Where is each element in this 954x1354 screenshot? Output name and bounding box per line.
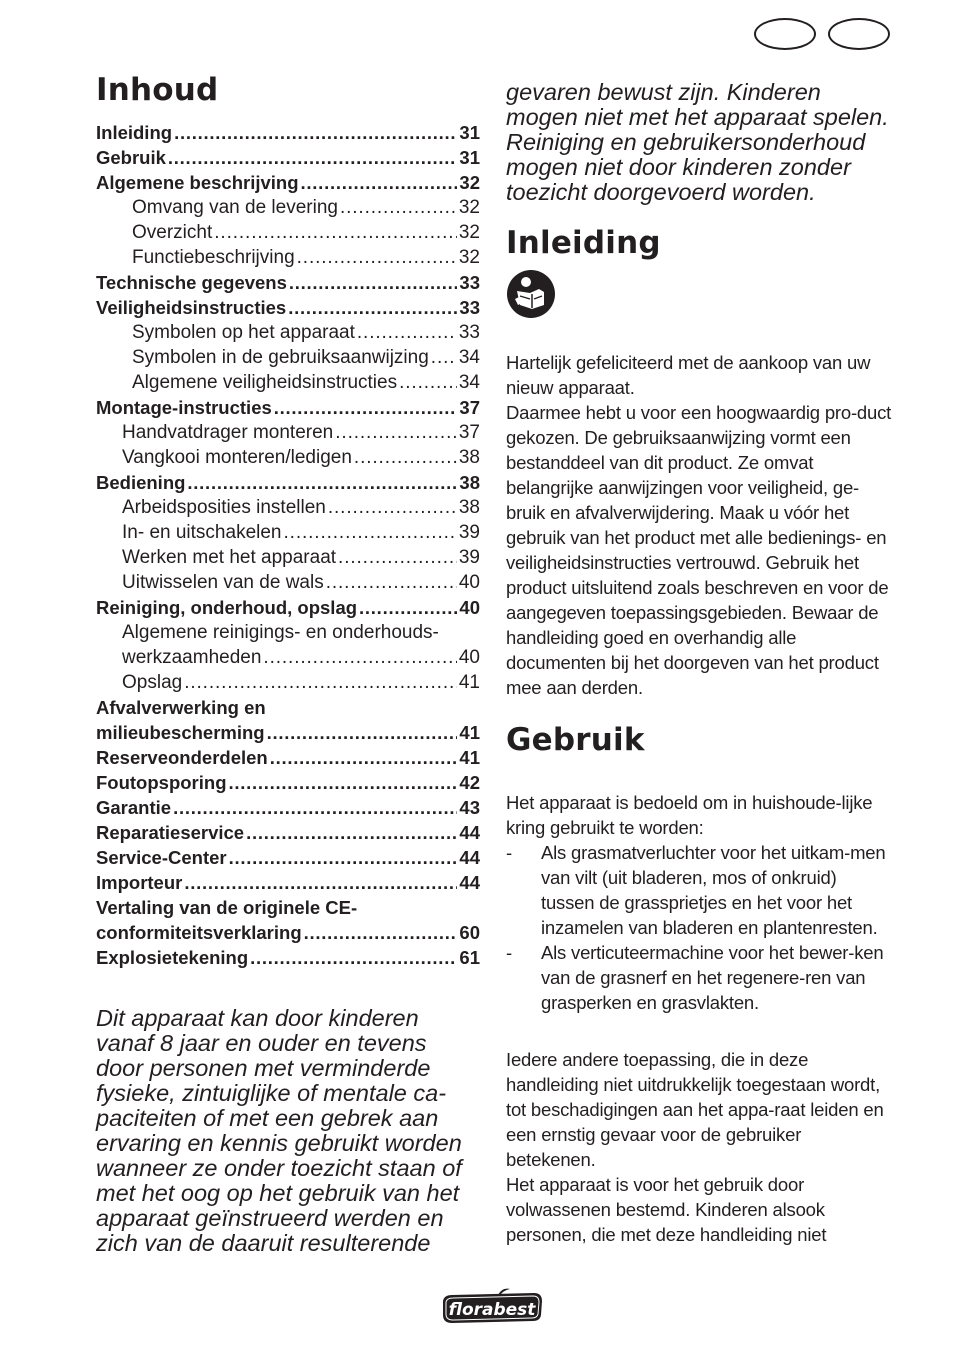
toc-entry-page: 39	[458, 547, 480, 568]
toc-entry-label: Overzicht	[132, 222, 213, 243]
toc-entry	[96, 620, 480, 645]
toc-entry-page: 32	[458, 247, 480, 268]
toc-entry-page: 39	[458, 522, 480, 543]
bullet-text: Als verticuteermachine voor het bewer-ken van de grasnerf en het regenere-ren van grasperken en grasvlakten.	[541, 942, 884, 1013]
read-manual-icon	[506, 269, 556, 319]
bullet-mark: -	[506, 842, 512, 863]
toc-entry-label: Reparatieservice	[96, 822, 245, 843]
toc-leader-dots	[250, 945, 457, 970]
toc-entry-label: Symbolen in de gebruiksaanwijzing	[132, 347, 429, 368]
toc-entry-page: 42	[459, 772, 480, 793]
toc-leader-dots	[328, 495, 457, 520]
toc-entry	[96, 170, 480, 195]
inleiding-paragraph-2: Daarmee hebt u voor een hoogwaardig pro-duct gekozen. De gebruiksaanwijzing vormt een bestanddeel van dit product. Ze omvat belangrijke aanwijzingen voor veiligheid, ge-bruik en afvalverwijdering. Maak u vóór het gebruik van het product met alle bedienings- en veiligheidsinstructies vertrouwd. Gebruik het product uitsluitend zoals beschreven en voor de aangegeven toepassingsgebieden. Bewaar de handleiding goed en overhandig alle documenten bij het doorgeven van het product mee aan derden.	[506, 402, 892, 698]
toc-leader-dots	[304, 920, 458, 945]
toc-entry	[96, 795, 480, 820]
bullet-mark: -	[506, 942, 512, 963]
toc-entry-page: 32	[458, 197, 480, 218]
toc-entry-page: 38	[458, 497, 480, 518]
table-of-contents	[96, 120, 480, 970]
toc-leader-dots	[263, 645, 456, 670]
toc-leader-dots	[326, 570, 457, 595]
toc-entry	[96, 345, 480, 370]
toc-leader-dots	[431, 345, 457, 370]
toc-entry-label: Veiligheidsinstructies	[96, 297, 287, 318]
toc-entry-label: Bediening	[96, 472, 186, 493]
toc-entry-label: Algemene reinigings- en onderhouds-	[122, 622, 439, 643]
gebruik-other-use: Iedere andere toepassing, die in deze handleiding niet uitdrukkelijk toegestaan wordt, tot beschadigingen aan het appa-raat leiden en een ernstig gevaar voor de gebruiker betekenen.	[506, 1049, 884, 1170]
toc-entry-page: 32	[458, 222, 480, 243]
language-oval-1	[754, 18, 816, 50]
toc-leader-dots	[284, 520, 457, 545]
toc-entry	[96, 945, 480, 970]
toc-entry	[96, 670, 480, 695]
toc-entry	[96, 270, 480, 295]
toc-entry-page: 41	[458, 672, 480, 693]
toc-leader-dots	[187, 470, 457, 495]
toc-entry-page: 38	[458, 447, 480, 468]
toc-leader-dots	[301, 170, 458, 195]
toc-entry	[96, 845, 480, 870]
toc-leader-dots	[357, 320, 457, 345]
toc-entry-label: Reserveonderdelen	[96, 747, 268, 768]
toc-leader-dots	[335, 420, 457, 445]
toc-entry-page: 61	[459, 947, 480, 968]
toc-entry-label: Handvatdrager monteren	[122, 422, 334, 443]
toc-leader-dots	[173, 795, 457, 820]
toc-entry-label: Gebruik	[96, 147, 166, 168]
toc-entry	[96, 645, 480, 670]
toc-entry-page: 44	[459, 872, 480, 893]
toc-entry-label: Vertaling van de originele CE-	[96, 897, 358, 918]
toc-entry-page: 41	[459, 747, 480, 768]
toc-entry-label: Symbolen op het apparaat	[132, 322, 355, 343]
toc-entry	[96, 470, 480, 495]
toc-leader-dots	[246, 820, 457, 845]
logo-text: florabest	[448, 1300, 536, 1320]
toc-entry-label: Werken met het apparaat	[122, 547, 337, 568]
toc-entry	[96, 520, 480, 545]
toc-entry	[96, 695, 480, 720]
gebruik-adults: Het apparaat is voor het gebruik door volwassenen bestemd. Kinderen alsook personen, die met deze handleiding niet	[506, 1174, 827, 1245]
toc-entry	[96, 720, 480, 745]
toc-entry-page: 33	[459, 297, 480, 318]
toc-entry	[96, 870, 480, 895]
toc-entry-label: Algemene beschrijving	[96, 172, 299, 193]
toc-entry	[96, 820, 480, 845]
section-title-inleiding: Inleiding	[506, 225, 661, 261]
toc-entry-page: 60	[459, 922, 480, 943]
toc-leader-dots	[184, 670, 457, 695]
toc-entry-page: 44	[459, 847, 480, 868]
toc-entry-label: Importeur	[96, 872, 183, 893]
toc-entry	[96, 320, 480, 345]
left-column	[96, 70, 480, 1256]
toc-entry	[96, 895, 480, 920]
toc-entry-page: 33	[458, 322, 480, 343]
toc-entry-page: 37	[458, 422, 480, 443]
toc-leader-dots	[338, 545, 457, 570]
toc-entry-page: 34	[458, 347, 480, 368]
toc-entry	[96, 570, 480, 595]
toc-entry-label: Montage-instructies	[96, 397, 272, 418]
toc-entry-page: 38	[459, 472, 480, 493]
safety-notice-part1: Dit apparaat kan door kinderen vanaf 8 jaar en ouder en tevens door personen met verminderde fysieke, zintuiglijke of mentale ca-paciteiten of met een gebrek aan ervaring en kennis gebruikt worden wanneer ze onder toezicht staan of met het oog op het gebruik van het apparaat geïnstrueerd werden en zich van de daaruit resulterende	[96, 1005, 462, 1256]
toc-leader-dots	[297, 245, 457, 270]
toc-entry	[96, 395, 480, 420]
toc-entry-label: Reiniging, onderhoud, opslag	[96, 597, 358, 618]
toc-entry-page: 40	[458, 647, 480, 668]
toc-entry-label: Explosietekening	[96, 947, 249, 968]
inleiding-paragraph-1: Hartelijk gefeliciteerd met de aankoop van uw nieuw apparaat.	[506, 352, 871, 398]
toc-leader-dots	[359, 595, 457, 620]
toc-entry	[96, 220, 480, 245]
toc-entry	[96, 595, 480, 620]
toc-entry	[96, 495, 480, 520]
toc-leader-dots	[267, 720, 458, 745]
toc-leader-dots	[229, 770, 458, 795]
toc-entry-label: werkzaamheden	[122, 647, 262, 668]
toc-entry-page: 33	[459, 272, 480, 293]
toc-entry-label: Afvalverwerking en	[96, 697, 266, 718]
toc-leader-dots	[274, 395, 458, 420]
toc-entry-label: conformiteitsverklaring	[96, 922, 302, 943]
toc-entry	[96, 120, 480, 145]
toc-entry-label: Inleiding	[96, 122, 173, 143]
bullet-text: Als grasmatverluchter voor het uitkam-men van vilt (uit bladeren, mos of onkruid) tussen de grassprietjes en het voor het inzamelen van bladeren en plantenresten.	[541, 842, 886, 938]
gebruik-intro: Het apparaat is bedoeld om in huishoude-lijke kring gebruikt te worden:	[506, 792, 873, 838]
toc-entry-page: 44	[459, 822, 480, 843]
toc-entry	[96, 445, 480, 470]
toc-entry-label: Arbeidsposities instellen	[122, 497, 326, 518]
toc-entry	[96, 545, 480, 570]
right-column	[506, 80, 892, 1247]
toc-entry-label: Uitwisselen van de wals	[122, 572, 324, 593]
toc-entry-label: milieubescherming	[96, 722, 265, 743]
toc-entry	[96, 770, 480, 795]
list-item	[506, 840, 892, 940]
toc-leader-dots	[174, 120, 457, 145]
toc-entry-label: Foutopsporing	[96, 772, 227, 793]
toc-entry-label: Functiebeschrijving	[132, 247, 295, 268]
toc-entry-label: Service-Center	[96, 847, 227, 868]
toc-entry	[96, 370, 480, 395]
toc-entry-label: Omvang van de levering	[132, 197, 338, 218]
toc-entry	[96, 745, 480, 770]
toc-entry-page: 32	[459, 172, 480, 193]
toc-title: Inhoud	[96, 72, 219, 108]
toc-entry-page: 40	[458, 572, 480, 593]
toc-entry-page: 31	[459, 122, 480, 143]
toc-entry	[96, 195, 480, 220]
toc-entry-label: In- en uitschakelen	[122, 522, 282, 543]
safety-notice-part2: gevaren bewust zijn. Kinderen mogen niet met het apparaat spelen. Reiniging en gebruikersonderhoud mogen niet door kinderen zonder toezicht doorgevoerd worden.	[506, 79, 889, 205]
toc-leader-dots	[399, 370, 457, 395]
toc-entry	[96, 245, 480, 270]
toc-leader-dots	[289, 270, 458, 295]
toc-entry-page: 34	[458, 372, 480, 393]
section-title-gebruik: Gebruik	[506, 722, 645, 758]
toc-entry	[96, 420, 480, 445]
toc-entry-page: 37	[459, 397, 480, 418]
toc-entry-label: Technische gegevens	[96, 272, 287, 293]
toc-entry-page: 31	[459, 147, 480, 168]
toc-leader-dots	[229, 845, 458, 870]
toc-entry-label: Algemene veiligheidsinstructies	[132, 372, 398, 393]
toc-leader-dots	[340, 195, 457, 220]
florabest-logo	[438, 1287, 548, 1327]
list-item	[506, 940, 892, 1015]
toc-leader-dots	[214, 220, 457, 245]
language-indicators	[754, 18, 890, 50]
toc-leader-dots	[288, 295, 457, 320]
toc-entry-label: Garantie	[96, 797, 172, 818]
toc-entry-label: Vangkooi monteren/ledigen	[122, 447, 352, 468]
toc-leader-dots	[184, 870, 457, 895]
toc-entry	[96, 295, 480, 320]
toc-leader-dots	[354, 445, 457, 470]
toc-entry-page: 41	[459, 722, 480, 743]
toc-entry-page: 40	[459, 597, 480, 618]
toc-leader-dots	[168, 145, 458, 170]
toc-entry	[96, 920, 480, 945]
toc-leader-dots	[270, 745, 458, 770]
language-oval-2	[828, 18, 890, 50]
toc-entry-page: 43	[459, 797, 480, 818]
toc-entry-label: Opslag	[122, 672, 183, 693]
toc-entry	[96, 145, 480, 170]
